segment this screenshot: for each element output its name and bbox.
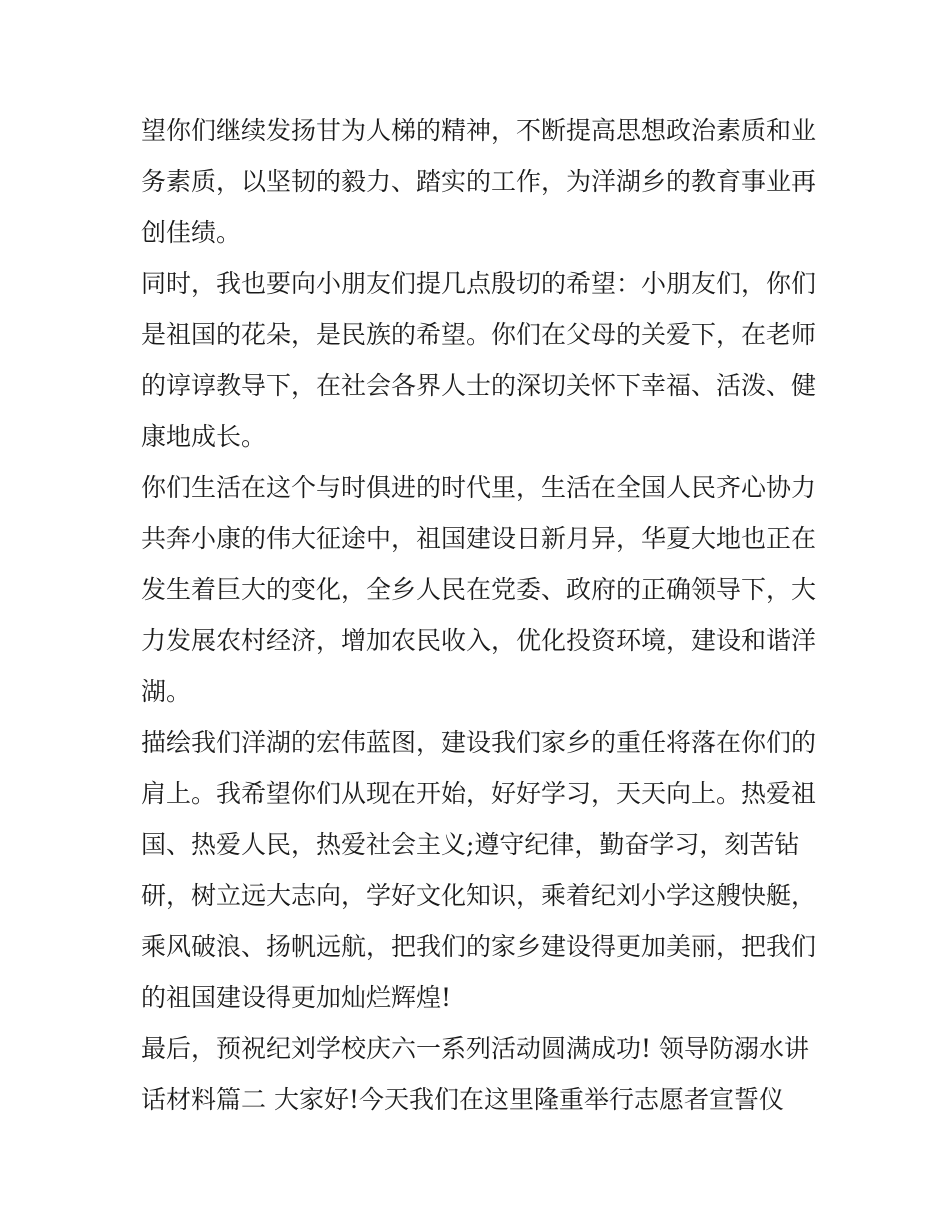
text-line: 描绘我们洋湖的宏伟蓝图，建设我们家乡的重任将落在你们的 (141, 728, 817, 757)
text-line: 乘风破浪、扬帆远航，把我们的家乡建设得更加美丽，把我们 (141, 932, 817, 961)
text-line: 力发展农村经济，增加农民收入，优化投资环境，建设和谐洋 (141, 626, 817, 655)
text-line: 同时，我也要向小朋友们提几点殷切的希望：小朋友们，你们 (141, 269, 817, 298)
text-line: 湖。 (141, 677, 192, 706)
text-line: 共奔小康的伟大征途中，祖国建设日新月异，华夏大地也正在 (141, 524, 817, 553)
text-line: 你们生活在这个与时俱进的时代里，生活在全国人民齐心协力 (141, 473, 817, 502)
text-line: 创佳绩。 (141, 218, 242, 247)
text-line: 的祖国建设得更加灿烂辉煌! (141, 983, 452, 1012)
text-line: 是祖国的花朵，是民族的希望。你们在父母的关爱下，在老师 (141, 320, 817, 349)
text-line: 望你们继续发扬甘为人梯的精神，不断提高思想政治素质和业 (141, 116, 817, 145)
text-line: 研，树立远大志向，学好文化知识，乘着纪刘小学这艘快艇， (141, 881, 817, 910)
text-line: 最后，预祝纪刘学校庆六一系列活动圆满成功! 领导防溺水讲 (141, 1034, 809, 1063)
body-text (141, 105, 821, 1125)
text-line: 发生着巨大的变化，全乡人民在党委、政府的正确领导下，大 (141, 575, 817, 604)
text-line: 话材料篇二 大家好!今天我们在这里隆重举行志愿者宣誓仪 (141, 1085, 784, 1114)
text-line: 国、热爱人民，热爱社会主义;遵守纪律，勤奋学习，刻苦钻 (141, 830, 800, 859)
text-line: 康地成长。 (141, 422, 267, 451)
text-line: 务素质，以坚韧的毅力、踏实的工作，为洋湖乡的教育事业再 (141, 167, 817, 196)
text-line: 的谆谆教导下，在社会各界人士的深切关怀下幸福、活泼、健 (141, 371, 817, 400)
text-line: 肩上。我希望你们从现在开始，好好学习，天天向上。热爱祖 (141, 779, 817, 808)
